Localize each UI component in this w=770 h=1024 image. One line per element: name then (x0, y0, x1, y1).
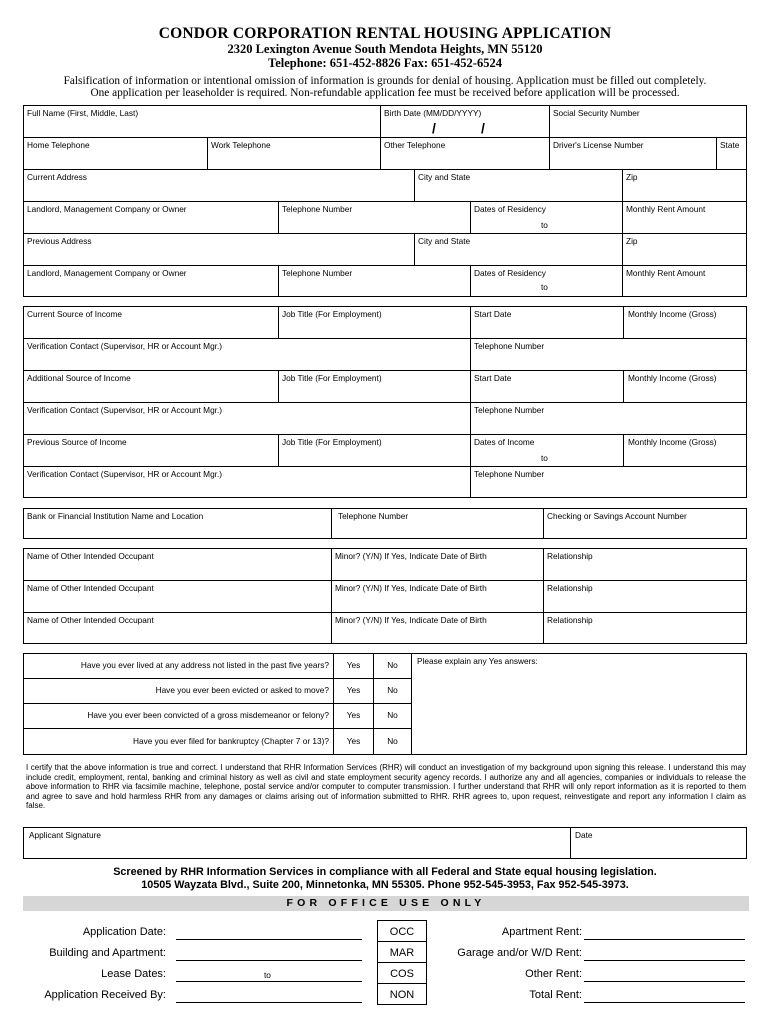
current-landlord-phone-field[interactable]: Telephone Number (282, 204, 353, 214)
current-city-state-field[interactable]: City and State (418, 172, 471, 182)
additional-verification-field[interactable]: Verification Contact (Supervisor, HR or Account Mgr.) (27, 405, 223, 415)
license-field[interactable]: Driver's License Number (553, 140, 644, 150)
bank-phone-field[interactable]: Telephone Number (338, 511, 409, 521)
birth-date-separator-1: / (432, 120, 436, 136)
code-mar[interactable]: MAR (389, 947, 415, 959)
home-phone-field[interactable]: Home Telephone (27, 140, 90, 150)
q4-yes-option[interactable]: Yes (346, 736, 361, 746)
occupant-1-minor-field[interactable]: Minor? (Y/N) If Yes, Indicate Date of Birth (335, 551, 487, 561)
full-name-field[interactable]: Full Name (First, Middle, Last) (27, 108, 139, 118)
current-address-field[interactable]: Current Address (27, 172, 87, 182)
ssn-field[interactable]: Social Security Number (553, 108, 640, 118)
previous-residency-to: to (541, 282, 548, 292)
previous-landlord-field[interactable]: Landlord, Management Company or Owner (27, 268, 187, 278)
screening-address: 10505 Wayzata Blvd., Suite 200, Minnetonka, MN 55305. Phone 952-545-3953, Fax 952-545-3973. (141, 879, 629, 891)
additional-start-date-field[interactable]: Start Date (474, 373, 512, 383)
license-state-field[interactable]: State (720, 140, 740, 150)
previous-verification-field[interactable]: Verification Contact (Supervisor, HR or Account Mgr.) (27, 469, 223, 479)
previous-rent-field[interactable]: Monthly Rent Amount (626, 268, 706, 278)
occupant-2-name-field[interactable]: Name of Other Intended Occupant (27, 583, 154, 593)
current-residency-to: to (541, 220, 548, 230)
occupant-2-minor-field[interactable]: Minor? (Y/N) If Yes, Indicate Date of Birth (335, 583, 487, 593)
intro-line-1: Falsification of information or intentional omission of information is grounds for denial of housing. Application must be filled out completely. (63, 75, 707, 87)
occupant-2-relationship-field[interactable]: Relationship (547, 583, 593, 593)
previous-verification-phone-field[interactable]: Telephone Number (474, 469, 545, 479)
occupant-3-name-field[interactable]: Name of Other Intended Occupant (27, 615, 154, 625)
previous-residency-dates-field[interactable]: Dates of Residency (474, 268, 546, 278)
office-garage-rent-line[interactable] (584, 960, 745, 961)
previous-address-field[interactable]: Previous Address (27, 236, 92, 246)
current-verification-phone-field[interactable]: Telephone Number (474, 341, 545, 351)
office-apartment-rent-line[interactable] (584, 939, 745, 940)
occupant-1-name-field[interactable]: Name of Other Intended Occupant (27, 551, 154, 561)
company-phone-fax: Telephone: 651-452-8826 Fax: 651-452-6524 (268, 56, 502, 70)
current-monthly-income-field[interactable]: Monthly Income (Gross) (628, 309, 717, 319)
code-non[interactable]: NON (389, 989, 415, 1001)
occupant-3-relationship-field[interactable]: Relationship (547, 615, 593, 625)
previous-income-to: to (541, 453, 548, 463)
question-convicted: Have you ever been convicted of a gross misdemeanor or felony? (87, 710, 329, 720)
office-lease-dates-line[interactable] (176, 981, 362, 982)
current-verification-field[interactable]: Verification Contact (Supervisor, HR or Account Mgr.) (27, 341, 223, 351)
office-building-apartment-line[interactable] (176, 960, 362, 961)
additional-income-source-field[interactable]: Additional Source of Income (27, 373, 131, 383)
office-received-by-label: Application Received By: (44, 989, 166, 1001)
additional-job-title-field[interactable]: Job Title (For Employment) (282, 373, 382, 383)
office-lease-to: to (264, 970, 271, 980)
q2-yes-option[interactable]: Yes (346, 685, 361, 695)
question-prior-address: Have you ever lived at any address not listed in the past five years? (80, 660, 329, 670)
office-application-date-label: Application Date: (82, 926, 166, 938)
office-building-apartment-label: Building and Apartment: (49, 947, 166, 959)
office-application-date-line[interactable] (176, 939, 362, 940)
previous-job-title-field[interactable]: Job Title (For Employment) (282, 437, 382, 447)
signature-date-field[interactable]: Date (575, 830, 593, 840)
occupant-3-minor-field[interactable]: Minor? (Y/N) If Yes, Indicate Date of Birth (335, 615, 487, 625)
office-received-by-line[interactable] (176, 1002, 362, 1003)
q3-yes-option[interactable]: Yes (346, 710, 361, 720)
office-garage-rent-label: Garage and/or W/D Rent: (457, 947, 582, 959)
birth-date-separator-2: / (481, 120, 485, 136)
code-occ[interactable]: OCC (389, 926, 415, 938)
office-use-banner: FOR OFFICE USE ONLY (23, 896, 749, 911)
previous-monthly-income-field[interactable]: Monthly Income (Gross) (628, 437, 717, 447)
q2-no-option[interactable]: No (387, 685, 398, 695)
additional-verification-phone-field[interactable]: Telephone Number (474, 405, 545, 415)
office-total-rent-label: Total Rent: (529, 989, 582, 1001)
q3-no-option[interactable]: No (387, 710, 398, 720)
previous-zip-field[interactable]: Zip (626, 236, 638, 246)
current-job-title-field[interactable]: Job Title (For Employment) (282, 309, 382, 319)
additional-monthly-income-field[interactable]: Monthly Income (Gross) (628, 373, 717, 383)
current-income-source-field[interactable]: Current Source of Income (27, 309, 122, 319)
explain-yes-field[interactable]: Please explain any Yes answers: (417, 656, 538, 666)
previous-city-state-field[interactable]: City and State (418, 236, 471, 246)
code-cos[interactable]: COS (390, 968, 414, 980)
applicant-signature-field[interactable]: Applicant Signature (29, 830, 101, 840)
form-title: CONDOR CORPORATION RENTAL HOUSING APPLICATION (158, 25, 612, 42)
office-total-rent-line[interactable] (584, 1002, 745, 1003)
previous-income-source-field[interactable]: Previous Source of Income (27, 437, 127, 447)
current-rent-field[interactable]: Monthly Rent Amount (626, 204, 706, 214)
current-residency-dates-field[interactable]: Dates of Residency (474, 204, 546, 214)
current-landlord-field[interactable]: Landlord, Management Company or Owner (27, 204, 187, 214)
office-apartment-rent-label: Apartment Rent: (501, 926, 582, 938)
office-other-rent-label: Other Rent: (525, 968, 582, 980)
company-address: 2320 Lexington Avenue South Mendota Heights, MN 55120 (227, 42, 543, 56)
bank-name-field[interactable]: Bank or Financial Institution Name and Location (27, 511, 204, 521)
previous-landlord-phone-field[interactable]: Telephone Number (282, 268, 353, 278)
current-start-date-field[interactable]: Start Date (474, 309, 512, 319)
certification-text: I certify that the above information is true and correct. I understand that RHR Information Services (RHR) will conduct an investigation of my background upon signing this release. I understand this may include credit, employment, rental, banking and criminal history as well as civil and state employment security agency records. I authorize any and all agencies, companies or individuals to release the above information to RHR via facsimile machine, telephone, postal service and/or computer to computer transmission. I further understand that RHR will only report information as it is reported to them and agree to save and hold harmless RHR from any damages or claims arising out of information submitted to RHR. RHR agrees to, upon request, reinvestigate and report any information I claim as false. (26, 763, 746, 811)
previous-income-dates-field[interactable]: Dates of Income (474, 437, 535, 447)
current-zip-field[interactable]: Zip (626, 172, 638, 182)
q1-yes-option[interactable]: Yes (346, 660, 361, 670)
birth-date-field[interactable]: Birth Date (MM/DD/YYYY) (384, 108, 482, 118)
bank-account-field[interactable]: Checking or Savings Account Number (547, 511, 687, 521)
work-phone-field[interactable]: Work Telephone (211, 140, 271, 150)
intro-line-2: One application per leaseholder is required. Non-refundable application fee must be received before application will be processed. (90, 87, 680, 99)
occupant-1-relationship-field[interactable]: Relationship (547, 551, 593, 561)
question-evicted: Have you ever been evicted or asked to move? (155, 685, 329, 695)
question-bankruptcy: Have you ever filed for bankruptcy (Chapter 7 or 13)? (133, 736, 329, 746)
office-other-rent-line[interactable] (584, 981, 745, 982)
office-lease-dates-label: Lease Dates: (101, 968, 166, 980)
signature-section (23, 827, 747, 859)
screening-notice: Screened by RHR Information Services in compliance with all Federal and State equal housing legislation. (113, 866, 657, 878)
occupants-section (23, 548, 747, 644)
q1-no-option[interactable]: No (387, 660, 398, 670)
other-phone-field[interactable]: Other Telephone (384, 140, 446, 150)
q4-no-option[interactable]: No (387, 736, 398, 746)
